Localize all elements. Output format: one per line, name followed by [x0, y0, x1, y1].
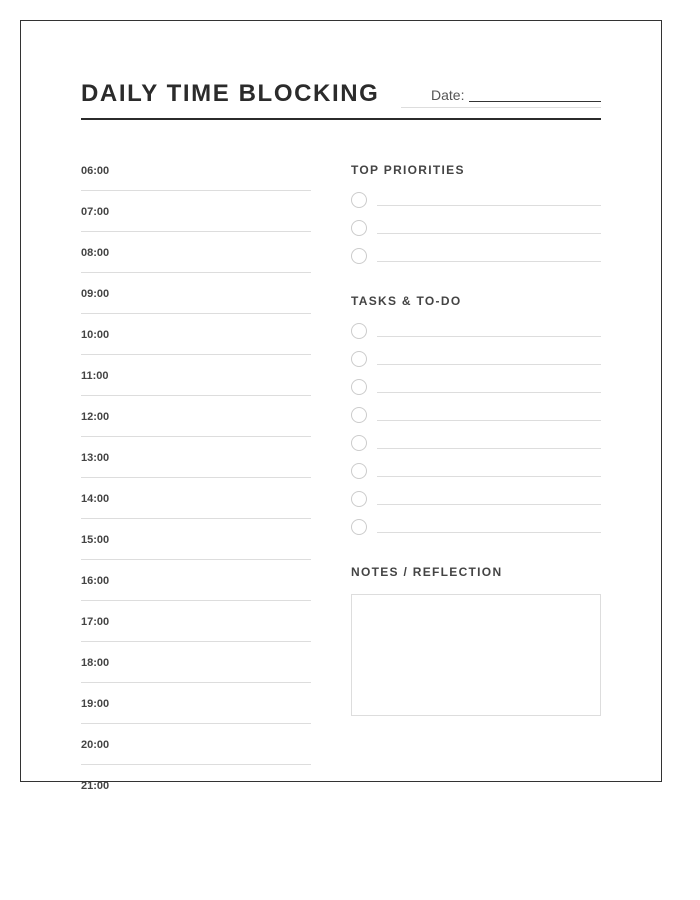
date-field[interactable] [401, 86, 601, 108]
checkbox-circle-icon[interactable] [351, 519, 367, 535]
time-slot[interactable] [81, 683, 311, 724]
time-label: 21:00 [81, 780, 110, 792]
time-label: 17:00 [81, 616, 110, 628]
time-slot[interactable] [81, 765, 311, 805]
write-line[interactable] [377, 448, 601, 449]
time-slot[interactable] [81, 355, 311, 396]
checkbox-circle-icon[interactable] [351, 351, 367, 367]
time-label: 11:00 [81, 370, 109, 382]
task-item [351, 351, 601, 369]
write-line[interactable] [377, 476, 601, 477]
time-slot[interactable] [81, 396, 311, 437]
time-label: 20:00 [81, 739, 110, 751]
time-label: 09:00 [81, 288, 110, 300]
task-item [351, 323, 601, 341]
header-divider [81, 118, 601, 120]
checkbox-circle-icon[interactable] [351, 491, 367, 507]
task-item [351, 407, 601, 425]
checkbox-circle-icon[interactable] [351, 323, 367, 339]
time-slot[interactable] [81, 191, 311, 232]
time-label: 19:00 [81, 698, 110, 710]
date-input-line[interactable] [469, 101, 601, 102]
time-slot[interactable] [81, 273, 311, 314]
checkbox-circle-icon[interactable] [351, 407, 367, 423]
write-line[interactable] [377, 261, 601, 262]
time-label: 16:00 [81, 575, 110, 587]
priority-item [351, 220, 601, 238]
task-item [351, 379, 601, 397]
write-line[interactable] [377, 532, 601, 533]
time-label: 14:00 [81, 493, 110, 505]
time-slot[interactable] [81, 724, 311, 765]
checkbox-circle-icon[interactable] [351, 435, 367, 451]
time-label: 12:00 [81, 411, 110, 423]
time-slot[interactable] [81, 601, 311, 642]
time-slot[interactable] [81, 642, 311, 683]
priority-item [351, 192, 601, 210]
time-slot[interactable] [81, 478, 311, 519]
write-line[interactable] [377, 364, 601, 365]
time-label: 06:00 [81, 165, 110, 177]
notes-heading: NOTES / REFLECTION [351, 565, 503, 579]
write-line[interactable] [377, 420, 601, 421]
time-schedule [81, 150, 311, 805]
checkbox-circle-icon[interactable] [351, 379, 367, 395]
priority-item [351, 248, 601, 266]
time-label: 07:00 [81, 206, 110, 218]
date-label: Date: [431, 87, 465, 103]
tasks-heading: TASKS & TO-DO [351, 294, 462, 308]
page-title: DAILY TIME BLOCKING [81, 80, 380, 107]
write-line[interactable] [377, 392, 601, 393]
time-slot[interactable] [81, 314, 311, 355]
time-label: 08:00 [81, 247, 110, 259]
write-line[interactable] [377, 336, 601, 337]
time-slot[interactable] [81, 437, 311, 478]
time-label: 15:00 [81, 534, 110, 546]
write-line[interactable] [377, 233, 601, 234]
time-slot[interactable] [81, 232, 311, 273]
task-item [351, 491, 601, 509]
time-label: 10:00 [81, 329, 110, 341]
checkbox-circle-icon[interactable] [351, 192, 367, 208]
priorities-heading: TOP PRIORITIES [351, 163, 465, 177]
checkbox-circle-icon[interactable] [351, 463, 367, 479]
time-label: 18:00 [81, 657, 110, 669]
task-item [351, 519, 601, 537]
write-line[interactable] [377, 205, 601, 206]
task-item [351, 435, 601, 453]
time-slot[interactable] [81, 560, 311, 601]
time-slot[interactable] [81, 150, 311, 191]
write-line[interactable] [377, 504, 601, 505]
task-item [351, 463, 601, 481]
notes-box[interactable] [351, 594, 601, 716]
checkbox-circle-icon[interactable] [351, 220, 367, 236]
time-slot[interactable] [81, 519, 311, 560]
time-label: 13:00 [81, 452, 110, 464]
checkbox-circle-icon[interactable] [351, 248, 367, 264]
